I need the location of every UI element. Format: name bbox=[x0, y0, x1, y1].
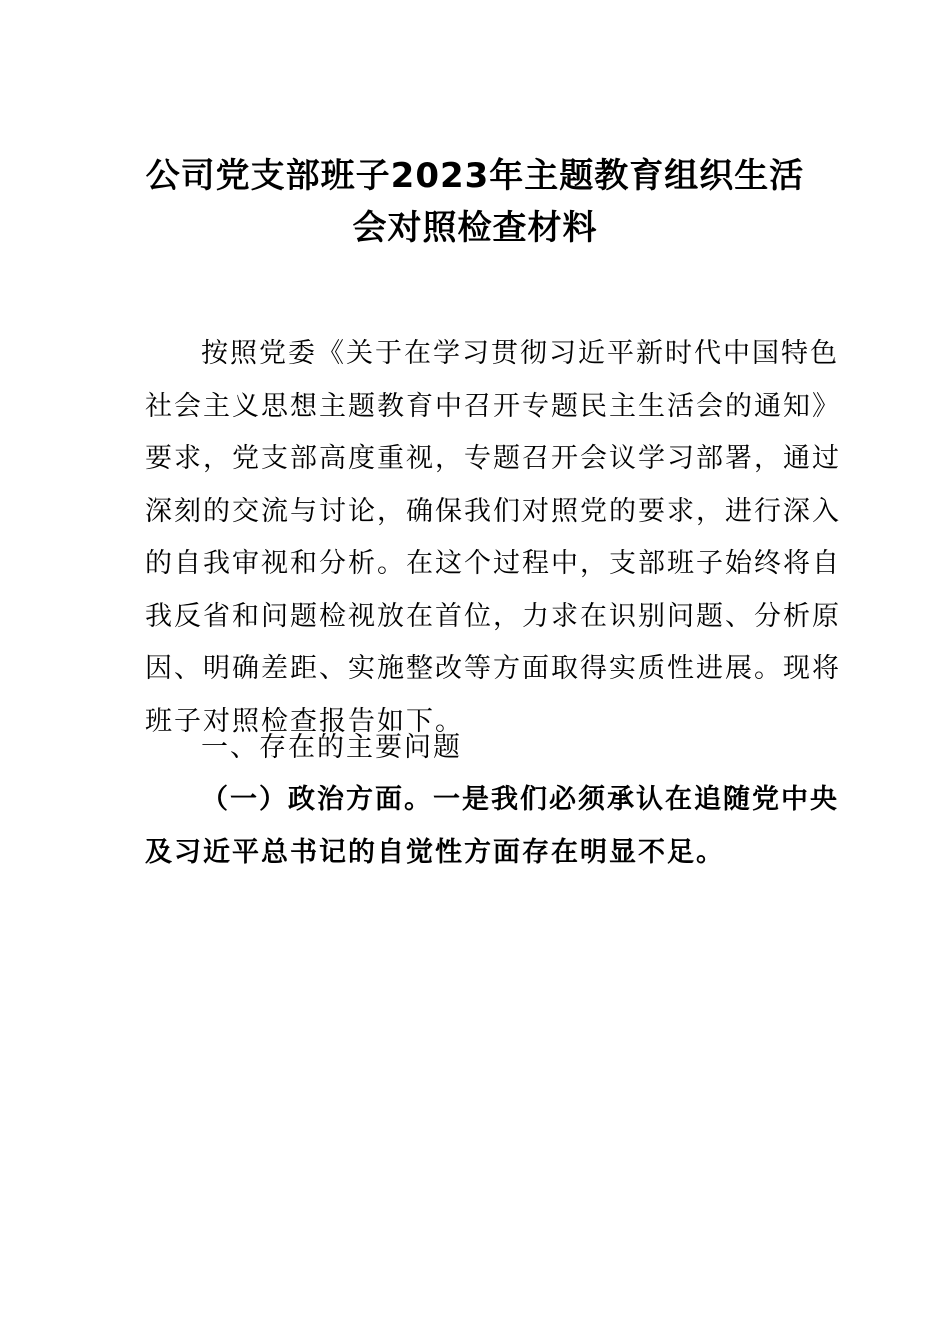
intro-line: 要求，党支部高度重视，专题召开会议学习部署，通过 bbox=[145, 443, 841, 474]
intro-line: 按照党委《关于在学习贯彻习近平新时代中国特色 bbox=[201, 338, 839, 369]
section-heading: 一、存在的主要问题 bbox=[201, 732, 462, 763]
intro-line: 我反省和问题检视放在首位，力求在识别问题、分析原 bbox=[145, 600, 841, 632]
subsection-paragraph bbox=[145, 774, 839, 879]
subsection-line: 及习近平总书记的自觉性方面存在明显不足。 bbox=[145, 836, 725, 868]
intro-line: 班子对照检查报告如下。 bbox=[145, 705, 464, 737]
subsection-line: （一）政治方面。一是我们必须承认在追随党中央 bbox=[201, 784, 839, 815]
title-line-1: 公司党支部班子2023年主题教育组织生活 bbox=[145, 156, 805, 196]
intro-paragraph bbox=[145, 328, 841, 748]
intro-line: 深刻的交流与讨论，确保我们对照党的要求，进行深入 bbox=[145, 495, 841, 527]
intro-line: 社会主义思想主题教育中召开专题民主生活会的通知》 bbox=[145, 390, 841, 422]
title-line-2: 会对照检查材料 bbox=[352, 208, 598, 248]
intro-line: 的自我审视和分析。在这个过程中，支部班子始终将自 bbox=[145, 548, 841, 579]
intro-line: 因、明确差距、实施整改等方面取得实质性进展。现将 bbox=[145, 653, 841, 684]
document-title bbox=[130, 150, 820, 254]
